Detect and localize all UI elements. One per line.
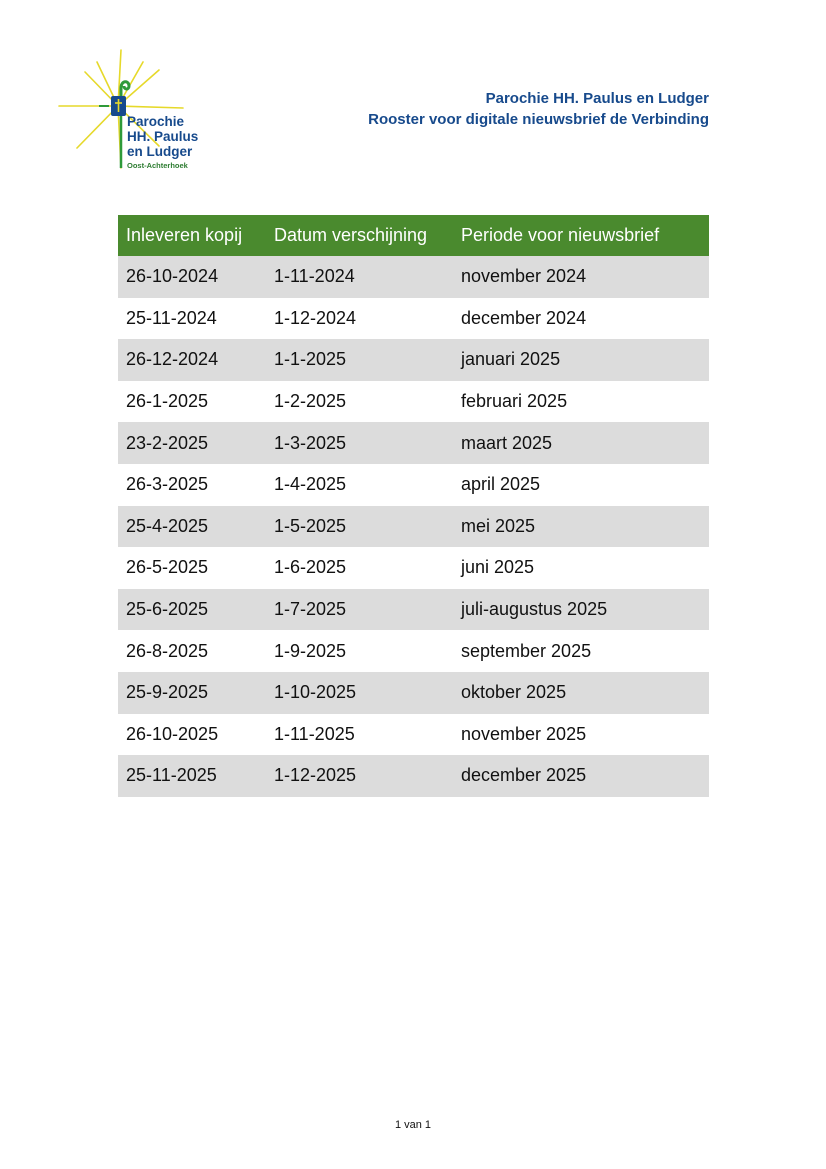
table-row bbox=[118, 672, 709, 714]
table-row bbox=[118, 630, 709, 672]
header-subtitle: Rooster voor digitale nieuwsbrief de Verbinding bbox=[368, 111, 709, 128]
cell-publish-date: 1-9-2025 bbox=[274, 640, 347, 661]
table-row bbox=[118, 339, 709, 381]
cell-publish-date: 1-3-2025 bbox=[266, 422, 453, 464]
cell-period: mei 2025 bbox=[453, 506, 709, 548]
table-row bbox=[118, 506, 709, 548]
logo-text-line1: Parochie bbox=[127, 114, 185, 129]
cell-publish-date: 1-2-2025 bbox=[274, 391, 347, 412]
cell-publish-date: 1-10-2025 bbox=[266, 672, 453, 714]
column-header-publish: Datum verschijning bbox=[266, 215, 453, 256]
cell-period: maart 2025 bbox=[453, 422, 709, 464]
cell-submit-date: 26-1-2025 bbox=[126, 391, 209, 412]
cell-period: september 2025 bbox=[461, 640, 592, 661]
page-number: 1 van 1 bbox=[394, 1119, 432, 1131]
cell-period: november 2024 bbox=[453, 256, 709, 298]
cell-publish-date: 1-1-2025 bbox=[266, 339, 453, 381]
cell-publish-date: 1-12-2025 bbox=[266, 755, 453, 797]
cell-period: juni 2025 bbox=[461, 557, 535, 578]
document-header bbox=[368, 88, 709, 130]
cell-submit-date: 25-4-2025 bbox=[118, 506, 266, 548]
cell-publish-date: 1-11-2024 bbox=[266, 256, 453, 298]
cell-period: december 2025 bbox=[453, 755, 709, 797]
cell-submit-date: 25-11-2025 bbox=[118, 755, 266, 797]
parish-logo bbox=[55, 48, 215, 173]
table-row bbox=[118, 422, 709, 464]
table-row bbox=[118, 714, 709, 756]
cell-submit-date: 25-6-2025 bbox=[118, 589, 266, 631]
table-body bbox=[118, 256, 709, 797]
column-header-submit: Inleveren kopij bbox=[118, 215, 266, 256]
cell-submit-date: 26-3-2025 bbox=[126, 474, 209, 495]
cell-submit-date: 26-12-2024 bbox=[118, 339, 266, 381]
logo-text-line3: en Ludger bbox=[127, 144, 193, 159]
cell-publish-date: 1-5-2025 bbox=[266, 506, 453, 548]
logo-subtitle: Oost-Achterhoek bbox=[127, 161, 188, 170]
cell-submit-date: 26-8-2025 bbox=[126, 640, 209, 661]
cell-submit-date: 26-5-2025 bbox=[126, 557, 209, 578]
cell-publish-date: 1-12-2024 bbox=[274, 307, 357, 328]
header-title: Parochie HH. Paulus en Ludger bbox=[485, 90, 709, 107]
table-row bbox=[118, 464, 709, 506]
cell-period: december 2024 bbox=[461, 307, 587, 328]
cell-submit-date: 26-10-2025 bbox=[126, 723, 219, 744]
schedule-table bbox=[118, 215, 709, 797]
cell-submit-date: 25-9-2025 bbox=[118, 672, 266, 714]
cell-period: februari 2025 bbox=[461, 391, 568, 412]
table-row bbox=[118, 256, 709, 298]
cell-period: november 2025 bbox=[461, 723, 587, 744]
cell-publish-date: 1-11-2025 bbox=[274, 723, 355, 744]
table-row bbox=[118, 755, 709, 797]
cell-period: oktober 2025 bbox=[453, 672, 709, 714]
table-row bbox=[118, 589, 709, 631]
cell-submit-date: 26-10-2024 bbox=[118, 256, 266, 298]
column-header-period: Periode voor nieuwsbrief bbox=[453, 215, 709, 256]
logo-text-line2: HH. Paulus bbox=[127, 129, 199, 144]
table-row bbox=[118, 298, 709, 340]
table-row bbox=[118, 381, 709, 423]
cell-submit-date: 23-2-2025 bbox=[118, 422, 266, 464]
cell-period: april 2025 bbox=[461, 474, 541, 495]
table-header-row bbox=[118, 215, 709, 256]
cell-publish-date: 1-7-2025 bbox=[266, 589, 453, 631]
cell-publish-date: 1-4-2025 bbox=[274, 474, 347, 495]
cell-publish-date: 1-6-2025 bbox=[274, 557, 347, 578]
table-row bbox=[118, 547, 709, 589]
cell-period: juli-augustus 2025 bbox=[453, 589, 709, 631]
cell-submit-date: 25-11-2024 bbox=[126, 307, 217, 328]
cell-period: januari 2025 bbox=[453, 339, 709, 381]
